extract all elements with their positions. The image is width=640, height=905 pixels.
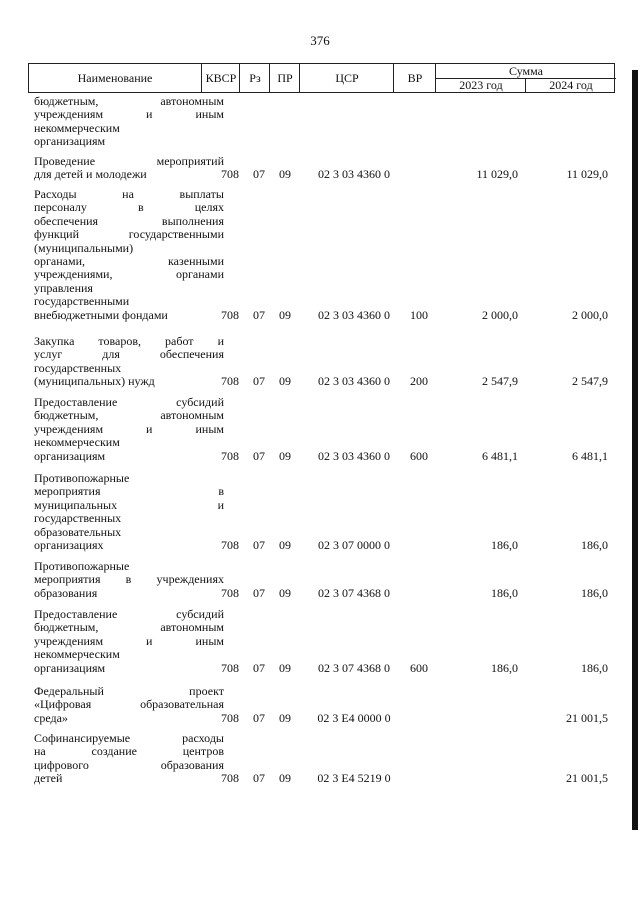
row-name-line: Расходы на выплаты bbox=[34, 187, 224, 201]
cell-y2023: 186,0 bbox=[491, 660, 518, 675]
row-name bbox=[34, 396, 224, 463]
cell-kvsr: 708 bbox=[221, 585, 239, 600]
row-name-line: «Цифровая образовательная bbox=[34, 697, 224, 712]
cell-kvsr: 708 bbox=[221, 710, 239, 725]
cell-pr: 09 bbox=[279, 585, 291, 600]
row-name-line: бюджетным, автономным bbox=[34, 620, 224, 635]
row-name bbox=[34, 685, 224, 725]
cell-kvsr: 708 bbox=[221, 448, 239, 463]
row-name-line: мероприятия в учреждениях bbox=[34, 572, 224, 587]
row-name-line: (муниципальными) bbox=[34, 240, 134, 255]
row-name-line: государственными bbox=[34, 294, 130, 309]
cell-pr: 09 bbox=[279, 167, 291, 182]
page-number: 376 bbox=[310, 33, 330, 48]
row-name bbox=[34, 188, 224, 322]
cell-vr: 600 bbox=[410, 660, 428, 675]
header-csr: ЦСР bbox=[299, 64, 394, 92]
cell-rz: 07 bbox=[253, 585, 265, 600]
cell-csr: 02 3 07 0000 0 bbox=[318, 538, 390, 552]
cell-csr: 02 3 03 4360 0 bbox=[318, 448, 390, 463]
row-name-line: учреждениям и иным bbox=[34, 421, 224, 436]
row-name-line: Софинансируемые расходы bbox=[34, 731, 224, 745]
cell-rz: 07 bbox=[253, 710, 265, 725]
cell-pr: 09 bbox=[279, 660, 291, 675]
row-name-line: функций государственными bbox=[34, 227, 224, 242]
cell-csr: 02 3 07 4368 0 bbox=[318, 660, 390, 675]
cell-rz: 07 bbox=[253, 771, 265, 786]
cell-y2024: 6 481,1 bbox=[572, 448, 608, 463]
row-name bbox=[34, 560, 224, 600]
row-name-line: учреждениям и иным bbox=[34, 107, 224, 122]
row-name-line: образования bbox=[34, 585, 98, 600]
cell-y2023: 2 000,0 bbox=[482, 307, 518, 322]
cell-rz: 07 bbox=[253, 660, 265, 675]
cell-y2023: 2 547,9 bbox=[482, 374, 518, 389]
cell-vr: 100 bbox=[410, 307, 428, 322]
row-name-line: государственных bbox=[34, 511, 122, 526]
header-pr: ПР bbox=[269, 64, 300, 92]
row-name bbox=[34, 732, 224, 786]
cell-csr: 02 3 03 4360 0 bbox=[318, 374, 390, 389]
row-name-line: Противопожарные bbox=[34, 471, 130, 485]
row-name-line: цифрового образования bbox=[34, 757, 224, 772]
cell-csr: 02 3 03 4360 0 bbox=[318, 167, 390, 182]
header-name: Наименование bbox=[77, 70, 153, 85]
cell-pr: 09 bbox=[279, 307, 291, 322]
table-row bbox=[28, 335, 618, 389]
header-rz: Рз bbox=[239, 64, 270, 92]
cell-kvsr: 708 bbox=[221, 771, 239, 786]
cell-y2024: 21 001,5 bbox=[566, 710, 608, 725]
row-name bbox=[34, 472, 224, 552]
cell-pr: 09 bbox=[279, 538, 291, 552]
cell-y2024: 11 029,0 bbox=[566, 167, 608, 182]
row-name-line: организациях bbox=[34, 538, 104, 553]
cell-csr: 02 3 E4 0000 0 bbox=[317, 710, 391, 725]
table-row bbox=[28, 188, 618, 322]
table-header bbox=[28, 63, 615, 93]
cell-kvsr: 708 bbox=[221, 660, 239, 675]
cell-y2023: 186,0 bbox=[491, 538, 518, 552]
table-row bbox=[28, 732, 618, 786]
table-row bbox=[28, 608, 618, 675]
row-name-line: услуг для обеспечения bbox=[34, 347, 224, 362]
row-name-line: организациям bbox=[34, 660, 106, 675]
cell-y2024: 186,0 bbox=[581, 585, 608, 600]
row-name-line: органами, казенными bbox=[34, 254, 224, 269]
row-name-line: Проведение мероприятий bbox=[34, 154, 224, 168]
row-name-line: муниципальных и bbox=[34, 497, 224, 512]
row-name bbox=[34, 608, 224, 675]
cell-pr: 09 bbox=[279, 710, 291, 725]
cell-y2024: 21 001,5 bbox=[566, 771, 608, 786]
row-name-line: некоммерческим bbox=[34, 120, 120, 135]
row-name-line: государственных bbox=[34, 360, 122, 375]
row-name-line: на создание центров bbox=[34, 744, 224, 759]
cell-rz: 07 bbox=[253, 448, 265, 463]
cell-kvsr: 708 bbox=[221, 538, 239, 552]
row-name-line: учреждениям и иным bbox=[34, 633, 224, 648]
cell-y2023: 6 481,1 bbox=[482, 448, 518, 463]
row-name-line: некоммерческим bbox=[34, 435, 120, 450]
row-name-line: детей bbox=[34, 771, 63, 786]
header-kvsr: КВСР bbox=[201, 64, 240, 92]
cell-y2024: 186,0 bbox=[581, 538, 608, 552]
header-vr: ВР bbox=[393, 64, 436, 92]
cell-y2023: 186,0 bbox=[491, 585, 518, 600]
cell-kvsr: 708 bbox=[221, 167, 239, 182]
cell-pr: 09 bbox=[279, 374, 291, 389]
header-2024: 2024 год bbox=[525, 78, 616, 92]
row-name-line: образовательных bbox=[34, 524, 122, 539]
row-name-line: Закупка товаров, работ и bbox=[34, 334, 224, 348]
row-name-line: бюджетным, автономным bbox=[34, 94, 224, 108]
row-name-line: обеспечения выполнения bbox=[34, 213, 224, 228]
cell-kvsr: 708 bbox=[221, 374, 239, 389]
row-name-line: (муниципальных) нужд bbox=[34, 374, 155, 389]
cell-rz: 07 bbox=[253, 307, 265, 322]
row-name-line: персоналу в целях bbox=[34, 200, 224, 215]
row-name-line: среда» bbox=[34, 710, 68, 725]
cell-csr: 02 3 E4 5219 0 bbox=[317, 771, 391, 786]
cell-pr: 09 bbox=[279, 448, 291, 463]
row-name bbox=[34, 155, 224, 182]
table-row bbox=[28, 685, 618, 725]
cell-kvsr: 708 bbox=[221, 307, 239, 322]
table-row bbox=[28, 396, 618, 463]
cell-y2024: 186,0 bbox=[581, 660, 608, 675]
header-2023: 2023 год bbox=[435, 78, 526, 92]
table-row bbox=[28, 560, 618, 600]
cell-y2024: 2 000,0 bbox=[572, 307, 608, 322]
row-name-line: учреждениями, органами bbox=[34, 267, 224, 282]
cell-y2024: 2 547,9 bbox=[572, 374, 608, 389]
cell-rz: 07 bbox=[253, 538, 265, 552]
cell-csr: 02 3 03 4360 0 bbox=[318, 307, 390, 322]
row-name-line: внебюджетными фондами bbox=[34, 307, 168, 322]
row-name-line: некоммерческим bbox=[34, 647, 120, 662]
header-sum: Сумма bbox=[435, 64, 616, 79]
row-name-line: бюджетным, автономным bbox=[34, 408, 224, 423]
row-name-line: мероприятия в bbox=[34, 484, 224, 499]
table-row bbox=[28, 155, 618, 182]
table-row bbox=[28, 95, 618, 149]
row-name-line: Предоставление субсидий bbox=[34, 395, 224, 409]
row-name-line: для детей и молодежи bbox=[34, 167, 147, 182]
row-name-line: управления bbox=[34, 280, 93, 295]
page-edge-bar bbox=[632, 70, 638, 830]
cell-pr: 09 bbox=[279, 771, 291, 786]
row-name bbox=[34, 95, 224, 149]
cell-csr: 02 3 07 4368 0 bbox=[318, 585, 390, 600]
row-name-line: Федеральный проект bbox=[34, 684, 224, 698]
row-name-line: Противопожарные bbox=[34, 559, 130, 573]
cell-rz: 07 bbox=[253, 374, 265, 389]
row-name-line: организациям bbox=[34, 134, 106, 149]
cell-y2023: 11 029,0 bbox=[476, 167, 518, 182]
table-row bbox=[28, 472, 618, 552]
row-name bbox=[34, 335, 224, 389]
cell-rz: 07 bbox=[253, 167, 265, 182]
row-name-line: Предоставление субсидий bbox=[34, 607, 224, 621]
cell-vr: 200 bbox=[410, 374, 428, 389]
cell-vr: 600 bbox=[410, 448, 428, 463]
row-name-line: организациям bbox=[34, 448, 106, 463]
